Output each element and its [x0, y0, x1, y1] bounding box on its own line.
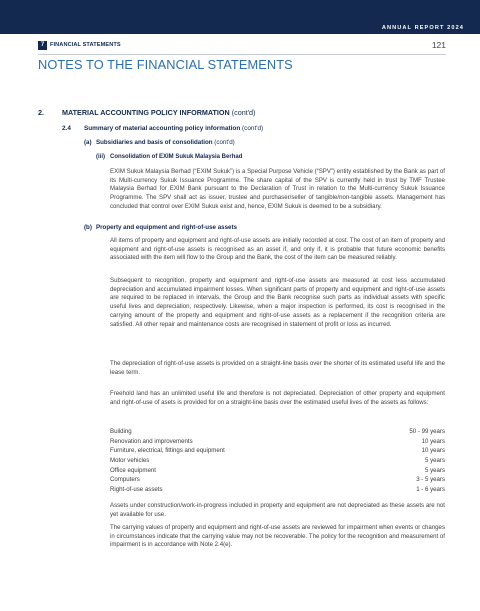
ppe-closing-paragraph-2: The carrying values of property and equipment and right-of-use assets are reviewed for impairment when events or changes in circumstances indicate that the carrying value may not be recoverable. The policy for the recognition and measurement of impairment is in accordance with Note 2.4(e). — [110, 524, 445, 549]
ppe-closing-paragraph-1: Assets under construction/work-in-progress included in property and equipment are not depreciated as these assets are not yet available for use. — [110, 502, 445, 518]
ppe-paragraph-4: Freehold land has an unlimited useful life and therefore is not depreciated. Depreciation of other property and equipment and right-of-use of asets is provided for on a straight-line basis over the estimated useful lives of the assets as follows: — [110, 390, 445, 406]
top-banner — [0, 0, 480, 34]
item-b-title: Property and equipment and right-of-use assets — [96, 224, 237, 231]
asset-life: 5 years — [425, 466, 445, 474]
useful-life-row — [110, 446, 445, 456]
note-title: MATERIAL ACCOUNTING POLICY INFORMATION — [62, 108, 230, 117]
page-title: NOTES TO THE FINANCIAL STATEMENTS — [38, 57, 293, 72]
item-a-cont: (cont'd) — [214, 139, 235, 146]
ppe-paragraph-1: All items of property and equipment and right-of-use assets are initially recorded at cost. The cost of an item of property and equipment and right-of-use assets is recognised as an asset if, and only if, it is probable that future economic benefits associated with the item will flow to the Group and the Bank, the cost of the item can be measured reliably. — [110, 237, 445, 262]
asset-name: Computers — [110, 476, 140, 484]
asset-name: Furniture, electrical, fittings and equipment — [110, 447, 225, 455]
ppe-paragraph-2: Subsequent to recognition, property and equipment and right-of-use assets are measured at cost less accumulated depreciation and accumulated impairment losses. When significant parts of property and equipment and right-of-use assets are required to be replaced in intervals, the Group and the Bank recognise such parts as individual assets with specific useful lives and depreciation, respectively. Likewise, when a major inspection is performed, its cost is recognised in the carrying amount of the property and equipment and right-of-use assets as a replacement if the recognition criteria are satisfied. All other repair and maintenance costs are recognised in statement of profit or loss as incurred. — [110, 277, 445, 328]
page-number: 121 — [431, 40, 446, 50]
subnote-heading — [62, 125, 263, 132]
subnote-number: 2.4 — [62, 125, 71, 132]
asset-life: 10 years — [421, 447, 445, 455]
asset-life: 10 years — [421, 437, 445, 445]
section-label: FINANCIAL STATEMENTS — [50, 42, 121, 48]
item-b-number: (b) — [84, 224, 92, 231]
asset-life: 3 - 5 years — [416, 476, 445, 484]
useful-life-row — [110, 475, 445, 485]
asset-name: Motor vehicles — [110, 457, 150, 465]
note-heading — [38, 108, 255, 117]
item-b-heading — [84, 224, 237, 231]
asset-name: Right-of-use assets — [110, 486, 163, 494]
useful-life-row — [110, 485, 445, 495]
item-a-title: Subsidiaries and basis of consolidation — [96, 139, 213, 146]
section-number-badge: 7 — [38, 41, 47, 50]
subnote-cont: (cont'd) — [242, 125, 264, 132]
asset-name: Renovation and improvements — [110, 437, 193, 445]
item-a-number: (a) — [84, 139, 92, 146]
exim-sukuk-paragraph: EXIM Sukuk Malaysia Berhad (“EXIM Sukuk”) is a Special Purpose Vehicle (“SPV”) entity established by the Bank as part of its Multi-currency Sukuk Issuance Programme. The share capital of the SPV is currently held in trust by TMF Trustee Malaysia Berhad for EXIM Bank pursuant to the Declaration of Trust in relation to the Multi-currency Sukuk Issuance Programme. The SPV shall act as issuer, trustee and purchaser/seller of tangible/non-tangible assets. Management has concluded that control over EXIM Sukuk exist and, hence, EXIM Sukuk is deemed to be a subsidiary. — [110, 168, 445, 210]
useful-lives-table — [110, 427, 445, 495]
ppe-paragraph-3: The depreciation of right-of-use assets is provided on a straight-line basis over the shorter of its estimated useful life and the lease term. — [110, 360, 445, 376]
item-a-heading — [84, 139, 235, 146]
section-header — [38, 40, 446, 52]
asset-life: 5 years — [425, 457, 445, 465]
useful-life-row — [110, 437, 445, 447]
useful-life-row — [110, 456, 445, 466]
item-a-iii-title: Consolidation of EXIM Sukuk Malaysia Berhad — [110, 154, 243, 160]
item-a-iii-heading — [96, 154, 242, 160]
note-cont: (cont'd) — [231, 108, 256, 117]
header-divider — [38, 54, 446, 55]
report-label: ANNUAL REPORT 2024 — [381, 25, 464, 31]
note-number: 2. — [38, 108, 44, 117]
asset-life: 1 - 6 years — [416, 486, 445, 494]
asset-life: 50 - 99 years — [409, 428, 445, 435]
asset-name: Building — [110, 428, 132, 435]
useful-life-row — [110, 427, 445, 437]
useful-life-row — [110, 466, 445, 476]
item-a-iii-number: (iii) — [96, 154, 105, 160]
subnote-title: Summary of material accounting policy information — [84, 125, 241, 132]
asset-name: Office equipment — [110, 466, 156, 474]
